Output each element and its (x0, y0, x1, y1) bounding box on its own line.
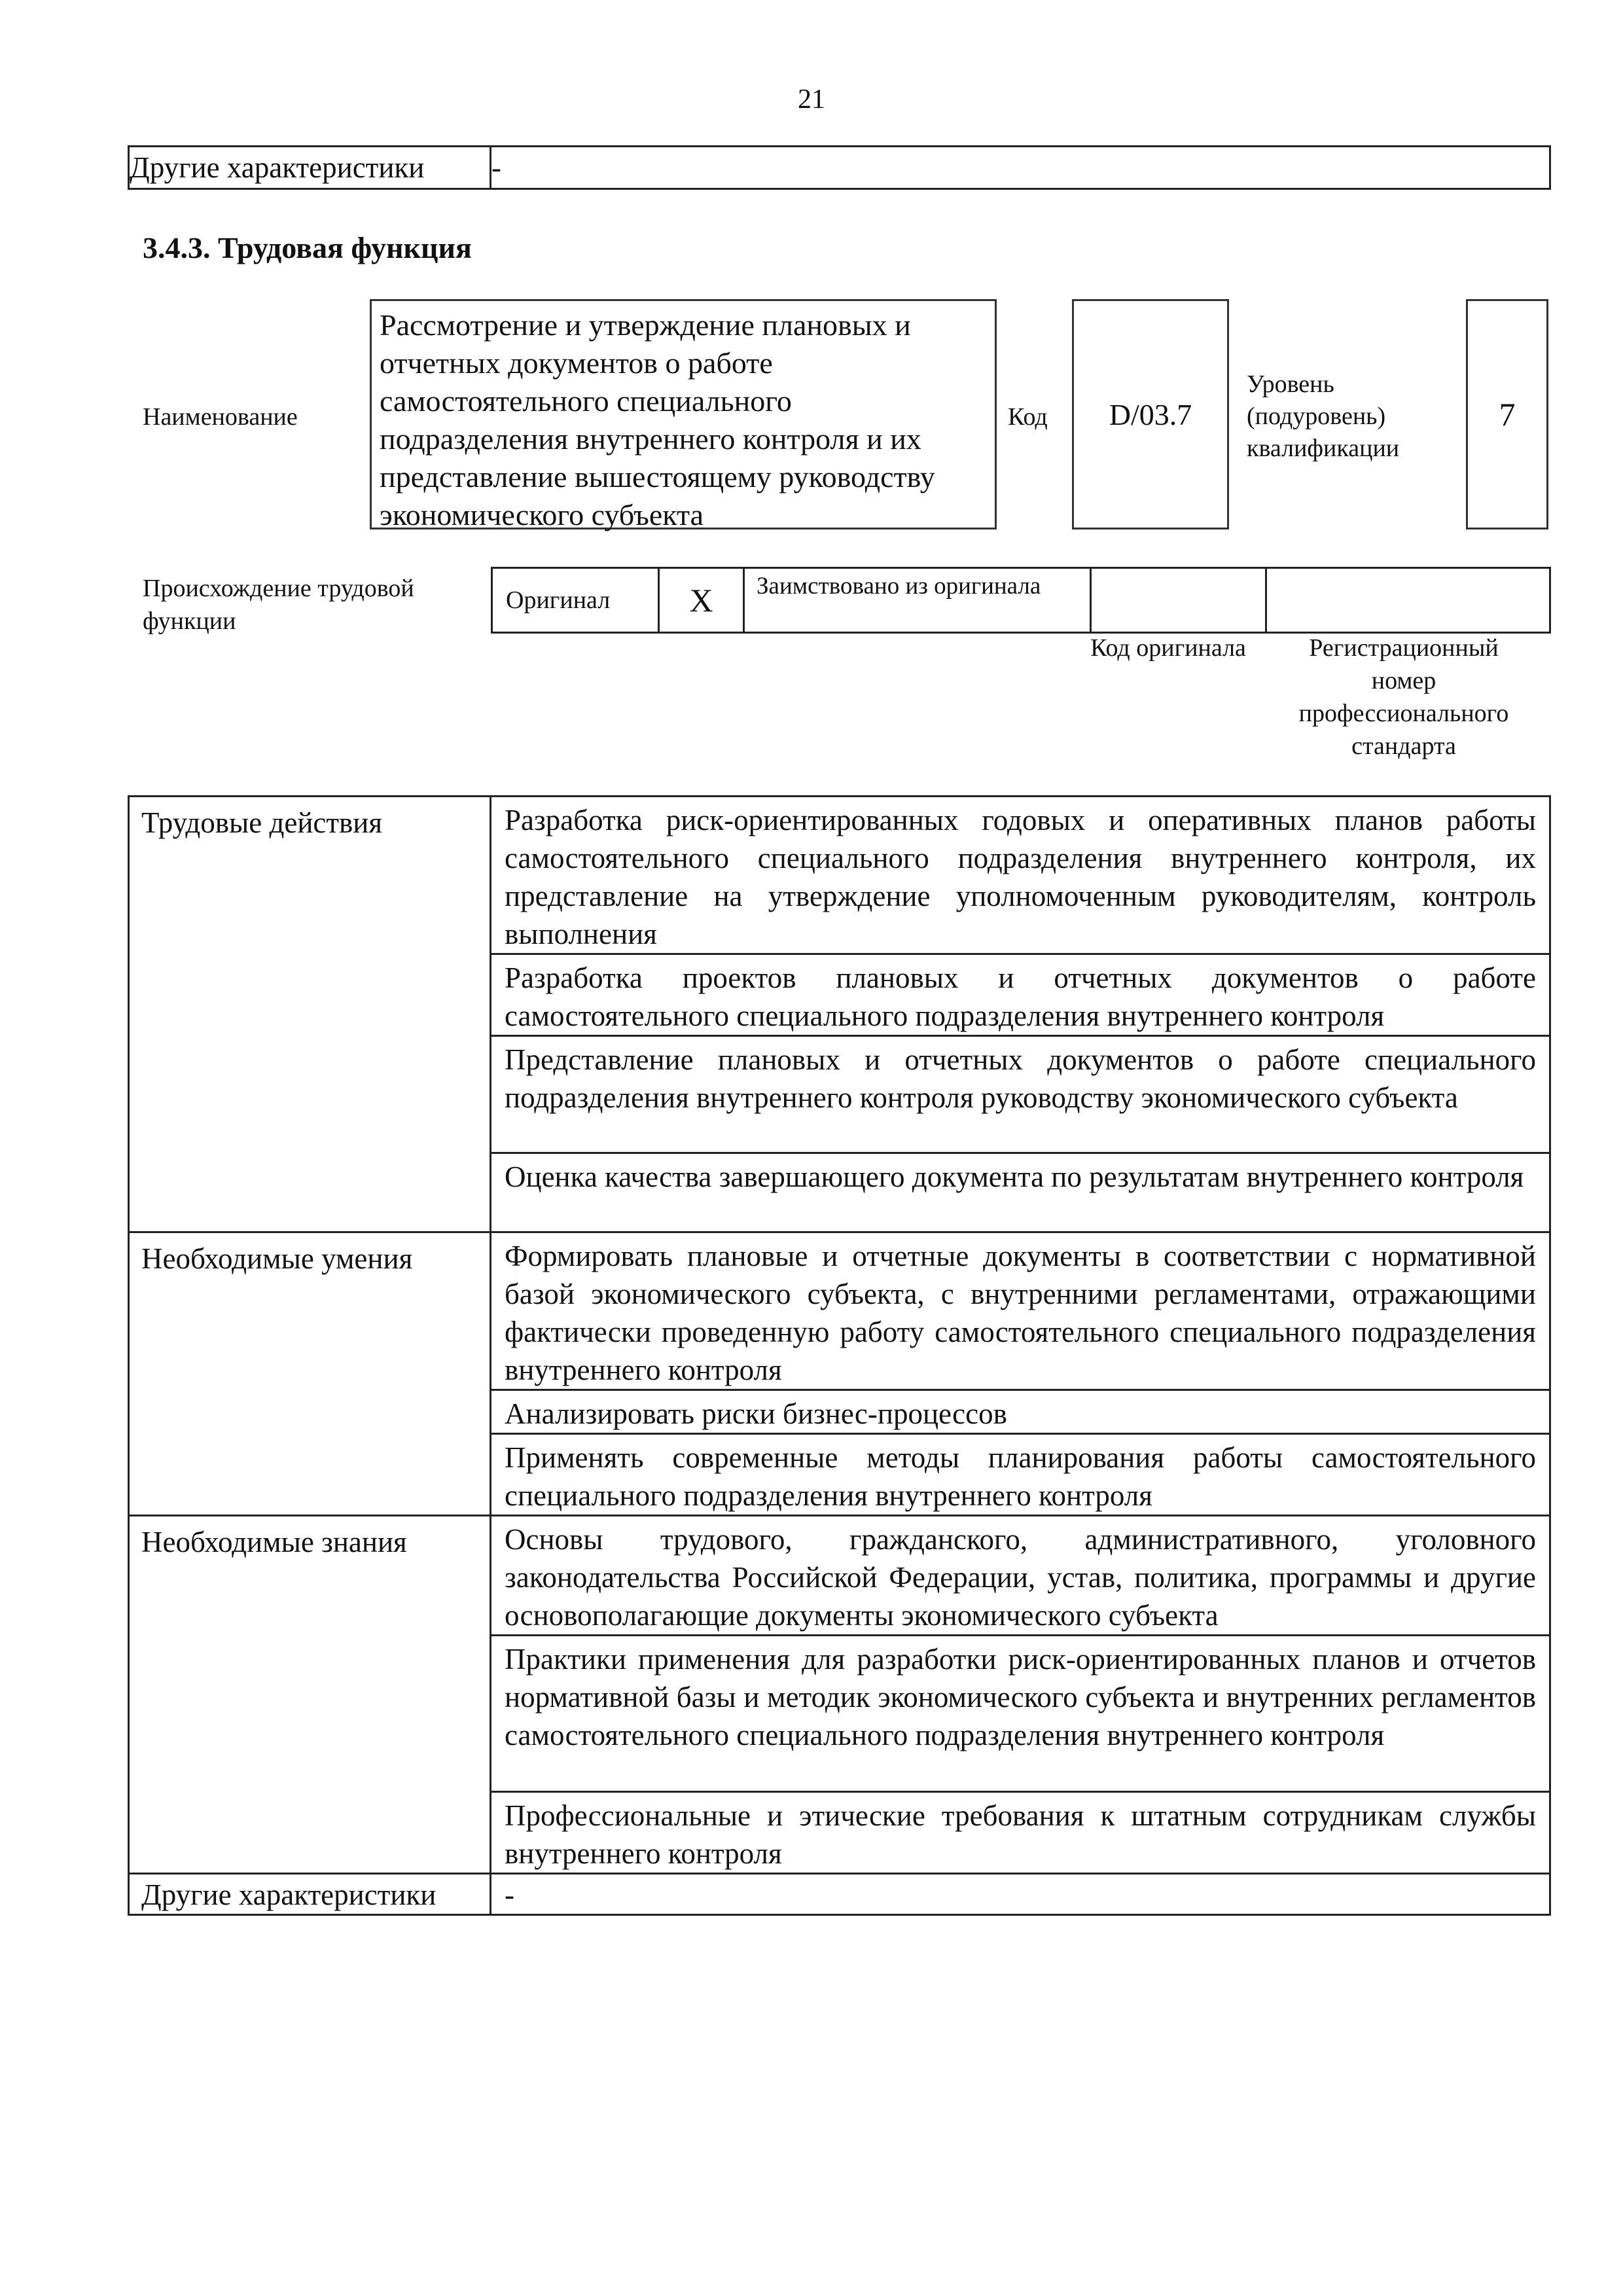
labor-action-item: Разработка проектов плановых и отчетных документов о работе самостоятельного специального подразделения внутреннего контроля (491, 954, 1550, 1036)
labor-actions-label: Трудовые действия (129, 797, 491, 1232)
labor-function-table (128, 795, 1551, 1916)
labor-action-item: Разработка риск-ориентированных годовых и оперативных планов работы самостоятельного специального подразделения внутреннего контроля, их представление на утверждение уполномоченным руководителям, контроль выполнения (491, 797, 1550, 954)
function-name-box: Рассмотрение и утверждение плановых и отчетных документов о работе самостоятельного специального подразделения внутреннего контроля и их представление вышестоящему руководству экономического субъекта (370, 299, 997, 529)
other-characteristics-label: Другие характеристики (129, 1874, 491, 1915)
original-label: Оригинал (492, 568, 659, 633)
code-box: D/03.7 (1072, 299, 1229, 529)
skill-item: Применять современные методы планирования работы самостоятельного специального подразделения внутреннего контроля (491, 1434, 1550, 1516)
table-row (492, 568, 1550, 633)
name-label: Наименование (143, 403, 298, 431)
skill-item: Формировать плановые и отчетные документы в соответствии с нормативной базой экономического субъекта, с внутренними регламентами, отражающими фактически проведенную работу самостоятельного специального подразделения внутреннего контроля (491, 1232, 1550, 1390)
other-characteristics-label: Другие характеристики (129, 147, 491, 189)
registration-number-caption: Регистрационный номер профессионального стандарта (1298, 634, 1509, 760)
section-title: 3.4.3. Трудовая функция (143, 231, 472, 264)
origin-table (491, 567, 1551, 634)
original-code-caption: Код оригинала (1090, 634, 1246, 662)
origin-label: Происхождение трудовой функции (143, 575, 414, 635)
other-characteristics-value: - (491, 147, 1550, 189)
skill-item: Анализировать риски бизнес-процессов (491, 1390, 1550, 1434)
table-row (129, 1232, 1550, 1390)
knowledge-item: Основы трудового, гражданского, административного, уголовного законодательства Российской Федерации, устав, политика, программы и другие основополагающие документы экономического субъекта (491, 1516, 1550, 1636)
required-knowledge-label: Необходимые знания (129, 1516, 491, 1874)
labor-action-item: Оценка качества завершающего документа по результатам внутреннего контроля (491, 1153, 1550, 1232)
table-row (129, 797, 1550, 954)
table-row (129, 147, 1550, 189)
page-number: 21 (798, 84, 825, 115)
knowledge-item: Профессиональные и этические требования к штатным сотрудникам службы внутреннего контроля (491, 1792, 1550, 1874)
original-code-cell (1091, 568, 1266, 633)
level-label: Уровень (подуровень) квалификации (1247, 370, 1400, 462)
table-row (129, 1516, 1550, 1636)
labor-action-item: Представление плановых и отчетных документов о работе специального подразделения внутреннего контроля руководству экономического субъекта (491, 1036, 1550, 1153)
original-mark: X (659, 568, 744, 633)
other-characteristics-value: - (491, 1874, 1550, 1915)
registration-number-cell (1266, 568, 1550, 633)
level-box: 7 (1466, 299, 1548, 529)
top-characteristics-table (128, 145, 1551, 190)
code-label: Код (1008, 403, 1048, 431)
borrowed-label: Заимствовано из оригинала (744, 568, 1091, 633)
knowledge-item: Практики применения для разработки риск-ориентированных планов и отчетов нормативной базы и методик экономического субъекта и внутренних регламентов самостоятельного специального подразделения внутреннего контроля (491, 1636, 1550, 1792)
table-row (129, 1874, 1550, 1915)
required-skills-label: Необходимые умения (129, 1232, 491, 1516)
